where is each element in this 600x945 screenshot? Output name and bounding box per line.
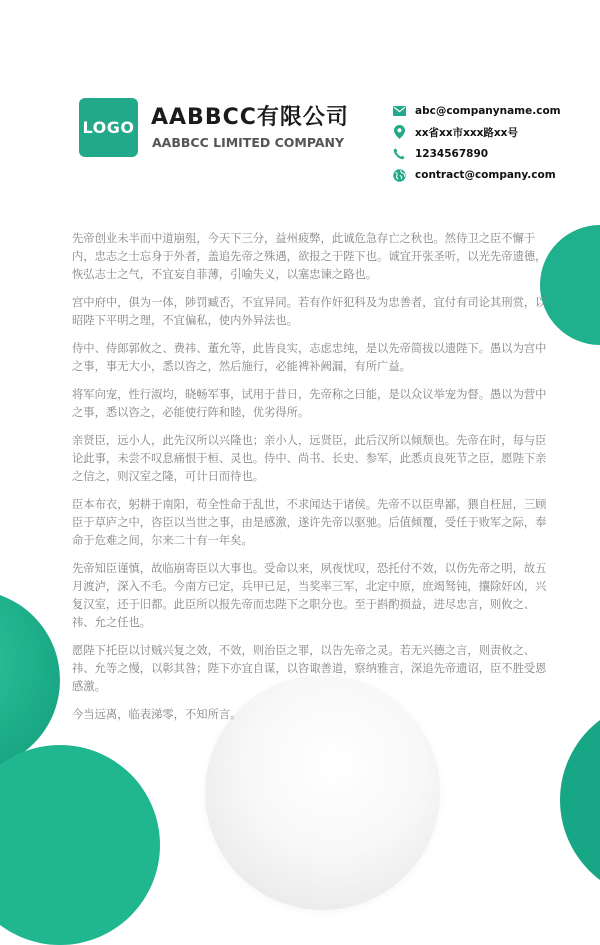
- paragraph: 将军向宠，性行淑均，晓畅军事，试用于昔日，先帝称之曰能，是以众议举宠为督。愚以为营中之事，悉以咨之，必能使行阵和睦，优劣得所。: [72, 388, 547, 419]
- company-name-cn: AABBCC有限公司: [151, 105, 349, 130]
- mail-icon: [392, 104, 406, 118]
- logo-text: LOGO: [82, 118, 135, 137]
- letter-body: [72, 230, 550, 734]
- contact-web: [392, 165, 561, 187]
- location-pin-icon: [392, 125, 406, 139]
- contact-phone-text: 1234567890: [415, 147, 489, 160]
- contact-phone: [392, 143, 561, 165]
- decor-circle-left-large: [0, 590, 60, 770]
- contact-address-text: xx省xx市xxx路xx号: [415, 126, 518, 139]
- paragraph: 臣本布衣，躬耕于南阳，苟全性命于乱世，不求闻达于诸侯。先帝不以臣卑鄙，猥自枉屈，三顾臣于草庐之中，咨臣以当世之事，由是感激，遂许先帝以驱驰。后值倾覆，受任于败军之际，奉命于危难之间，尔来二十有一年矣。: [72, 498, 547, 547]
- paragraph: 侍中、侍郎郭攸之、费祎、董允等，此皆良实，志虑忠纯，是以先帝简拔以遗陛下。愚以为宫中之事，事无大小，悉以咨之，然后施行，必能裨补阙漏，有所广益。: [72, 342, 547, 373]
- logo: [79, 98, 138, 157]
- decor-circle-right-bottom: [560, 700, 600, 900]
- contact-email-text: abc@companyname.com: [415, 104, 561, 117]
- contact-web-text: contract@company.com: [415, 169, 556, 182]
- contact-email: [392, 100, 561, 122]
- globe-icon: [392, 168, 406, 182]
- decor-circle-left-bottom: [0, 745, 160, 945]
- paragraph: 今当远离，临表涕零，不知所言。: [72, 708, 242, 721]
- paragraph: 亲贤臣，远小人，此先汉所以兴隆也；亲小人，远贤臣，此后汉所以倾颓也。先帝在时，每与臣论此事，未尝不叹息痛恨于桓、灵也。侍中、尚书、长史、参军，此悉贞良死节之臣，愿陛下亲之信之，则汉室之隆，可计日而待也。: [72, 434, 547, 483]
- paragraph: 宫中府中，俱为一体，陟罚臧否，不宜异同。若有作奸犯科及为忠善者，宜付有司论其刑赏，以昭陛下平明之理，不宜偏私，使内外异法也。: [72, 296, 547, 327]
- contact-address: [392, 122, 561, 144]
- company-name-en: AABBCC LIMITED COMPANY: [152, 135, 345, 150]
- paragraph: 愿陛下托臣以讨贼兴复之效，不效，则治臣之罪，以告先帝之灵。若无兴德之言，则责攸之、祎、允等之慢，以彰其咎；陛下亦宜自谋，以咨诹善道，察纳雅言，深追先帝遗诏，臣不胜受恩感激。: [72, 644, 547, 693]
- paragraph: 先帝创业未半而中道崩殂，今天下三分，益州疲弊，此诚危急存亡之秋也。然侍卫之臣不懈于内，忠志之士忘身于外者，盖追先帝之殊遇，欲报之于陛下也。诚宜开张圣听，以光先帝遗德，恢弘志士之气，不宜妄自菲薄，引喻失义，以塞忠谏之路也。: [72, 232, 547, 281]
- phone-icon: [392, 147, 406, 161]
- contact-info: [392, 100, 561, 186]
- paragraph: 先帝知臣谨慎，故临崩寄臣以大事也。受命以来，夙夜忧叹，恐托付不效，以伤先帝之明，故五月渡泸，深入不毛。今南方已定，兵甲已足，当奖率三军，北定中原，庶竭驽钝，攘除奸凶，兴复汉室，还于旧都。此臣所以报先帝而忠陛下之职分也。至于斟酌损益，进尽忠言，则攸之、祎、允之任也。: [72, 562, 547, 629]
